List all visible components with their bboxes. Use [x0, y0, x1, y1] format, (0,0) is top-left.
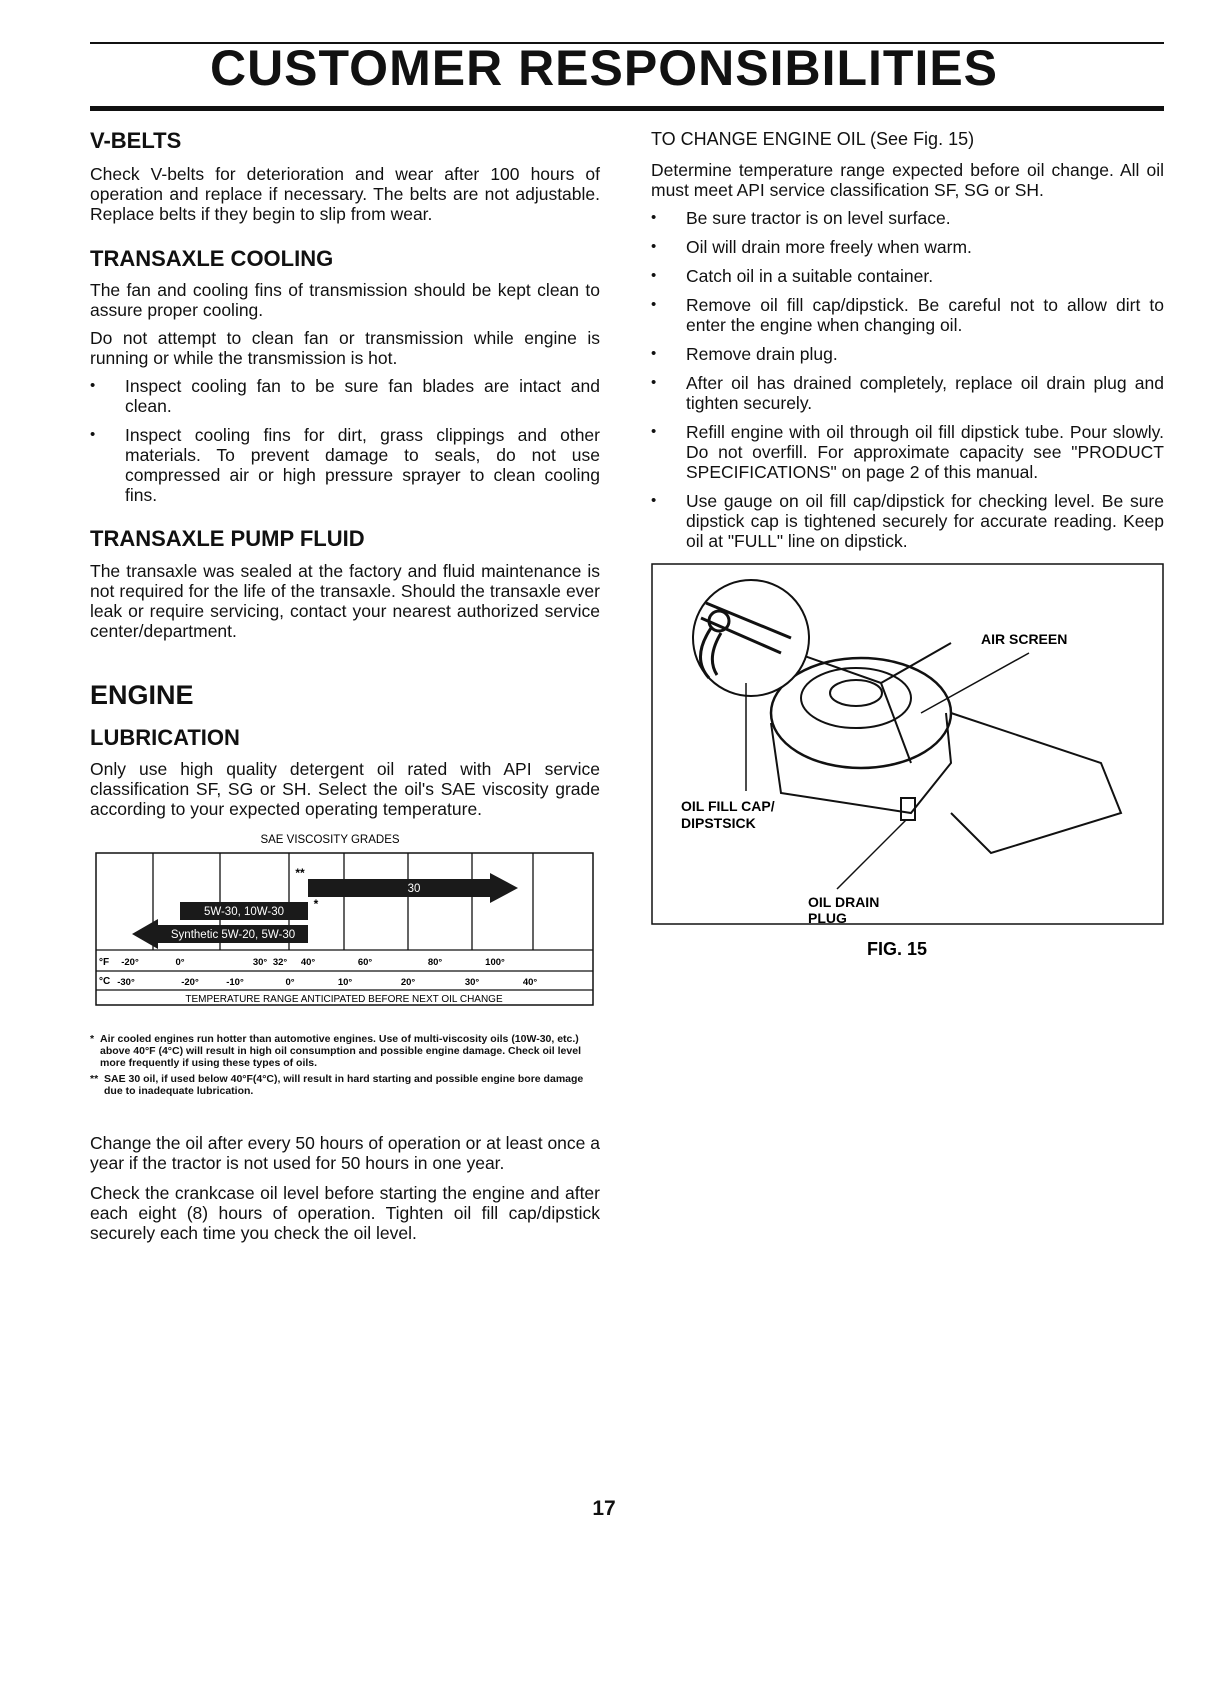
change-oil-heading: TO CHANGE ENGINE OIL (See Fig. 15) — [651, 129, 975, 149]
transaxle-pump-fluid-body: The transaxle was sealed at the factory and fluid maintenance is not required for the life of the transaxle. Should the transaxle ever leak or require servicing, contact your nearest authorized service center/department. — [90, 561, 600, 641]
label-air-screen: AIR SCREEN — [981, 631, 1068, 647]
engine-shroud — [771, 658, 951, 768]
transaxle-cooling-para2: Do not attempt to clean fan or transmission while engine is running or while the transmission is hot. — [90, 328, 600, 368]
row-f-label: °F — [99, 957, 110, 968]
tick-label-c: -30° — [117, 977, 135, 988]
tick-label-f: 40° — [300, 957, 316, 968]
viscosity-note-1: * Air cooled engines run hotter than automotive engines. Use of multi-viscosity oils (10W-30, etc.) above 40°F (4°C) will result in high oil consumption and possible engine damage. Check oil level more frequently if using these types of oils. — [90, 1033, 581, 1069]
list-item: • Be sure tractor is on level surface. — [651, 208, 1164, 228]
change-oil-steps — [651, 208, 1164, 551]
list-item: • Remove drain plug. — [651, 344, 1164, 364]
tick-label-f: 0° — [175, 957, 185, 968]
viscosity-chart-title: SAE VISCOSITY GRADES — [260, 834, 400, 846]
viscosity-ticks — [117, 957, 537, 988]
label-oil-drain: OIL DRAIN — [808, 894, 880, 910]
v-belts-heading: V-BELTS — [90, 128, 182, 153]
tick-label-c: -20° — [181, 977, 199, 988]
leader-drain — [837, 820, 906, 889]
list-item: • After oil has drained completely, replace oil drain plug and tighten securely. — [651, 373, 1164, 413]
row-c-label: °C — [99, 976, 111, 987]
left-column — [90, 122, 600, 1243]
transaxle-cooling-para1: The fan and cooling fins of transmission should be kept clean to assure proper cooling. — [90, 280, 600, 320]
drain-plug-icon — [901, 798, 915, 820]
engine-heading: ENGINE — [90, 680, 194, 710]
tick-label-c: -10° — [226, 977, 244, 988]
viscosity-chart — [90, 827, 600, 1027]
transaxle-cooling-heading: TRANSAXLE COOLING — [90, 246, 334, 271]
engine-figure — [651, 563, 1164, 963]
air-screen-icon — [830, 680, 882, 706]
tick-label-f: -20° — [121, 957, 139, 968]
tick-label-f: 100° — [485, 957, 505, 968]
engine-top — [801, 668, 911, 728]
viscosity-bar-marker: * — [313, 897, 319, 911]
change-oil-intro: Determine temperature range expected before oil change. All oil must meet API service classification SF, SG or SH. — [651, 160, 1164, 200]
transaxle-pump-fluid-heading: TRANSAXLE PUMP FLUID — [90, 526, 365, 551]
list-item: • Remove oil fill cap/dipstick. Be careful not to allow dirt to enter the engine when changing oil. — [651, 295, 1164, 335]
label-oil-fill: OIL FILL CAP/ — [681, 798, 775, 814]
page-number: 17 — [592, 1497, 616, 1520]
tick-label-f: 32° — [272, 957, 288, 968]
viscosity-bar-label: Synthetic 5W-20, 5W-30 — [170, 929, 296, 941]
label-dipstick: DIPSTSICK — [681, 815, 756, 831]
tick-label-f: 80° — [427, 957, 443, 968]
transaxle-cooling-list — [90, 376, 600, 505]
viscosity-note-2: ** SAE 30 oil, if used below 40°F(4°C), will result in hard starting and possible engine bore damage due to inadequate lubrication. — [90, 1073, 584, 1097]
tick-label-c: 40° — [522, 977, 538, 988]
chart-grid — [96, 853, 593, 990]
page-title: CUSTOMER RESPONSIBILITIES — [209, 40, 999, 96]
list-item: • Inspect cooling fan to be sure fan blades are intact and clean. — [90, 376, 600, 416]
list-item: • Use gauge on oil fill cap/dipstick for checking level. Be sure dipstick cap is tightened securely for accurate reading. Keep oil at "FULL" line on dipstick. — [651, 491, 1164, 551]
viscosity-chart-caption: TEMPERATURE RANGE ANTICIPATED BEFORE NEXT OIL CHANGE — [185, 994, 503, 1005]
list-item: • Inspect cooling fins for dirt, grass clippings and other materials. To prevent damage to seals, do not use compressed air or high pressure sprayer to clean cooling fins. — [90, 425, 600, 505]
tick-label-c: 20° — [400, 977, 416, 988]
list-item: • Refill engine with oil through oil fill dipstick tube. Pour slowly. Do not overfill. For approximate capacity see "PRODUCT SPECIFICATIONS" on page 2 of this manual. — [651, 422, 1164, 482]
tick-label-f: 60° — [357, 957, 373, 968]
detail-inset — [693, 580, 809, 696]
top-rule-thick — [90, 106, 1164, 111]
viscosity-bar-label: 30 — [407, 883, 421, 895]
list-item: • Catch oil in a suitable container. — [651, 266, 1164, 286]
viscosity-bar-marker: ** — [295, 866, 305, 880]
viscosity-bar-label: 5W-30, 10W-30 — [203, 906, 285, 918]
list-item: • Oil will drain more freely when warm. — [651, 237, 1164, 257]
tick-label-c: 10° — [337, 977, 353, 988]
viscosity-bars — [132, 866, 518, 949]
check-oil-level: Check the crankcase oil level before starting the engine and after each eight (8) hours of operation. Tighten oil fill cap/dipstick securely each time you check the oil level. — [90, 1183, 600, 1243]
lubrication-body: Only use high quality detergent oil rated with API service classification SF, SG or SH. Select the oil's SAE viscosity grade according to your expected operating temperature. — [90, 759, 600, 819]
v-belts-body: Check V-belts for deterioration and wear after 100 hours of operation and replace if necessary. The belts are not adjustable. Replace belts if they begin to slip from wear. — [90, 164, 600, 224]
tick-label-c: 0° — [285, 977, 295, 988]
viscosity-notes — [90, 1033, 590, 1097]
right-column — [651, 122, 1164, 963]
change-oil-frequency: Change the oil after every 50 hours of operation or at least once a year if the tractor is not used for 50 hours in one year. — [90, 1133, 600, 1173]
lubrication-heading: LUBRICATION — [90, 725, 240, 750]
figure-caption: FIG. 15 — [866, 939, 928, 959]
tick-label-f: 30° — [252, 957, 268, 968]
tick-label-c: 30° — [464, 977, 480, 988]
label-plug: PLUG — [808, 910, 847, 926]
